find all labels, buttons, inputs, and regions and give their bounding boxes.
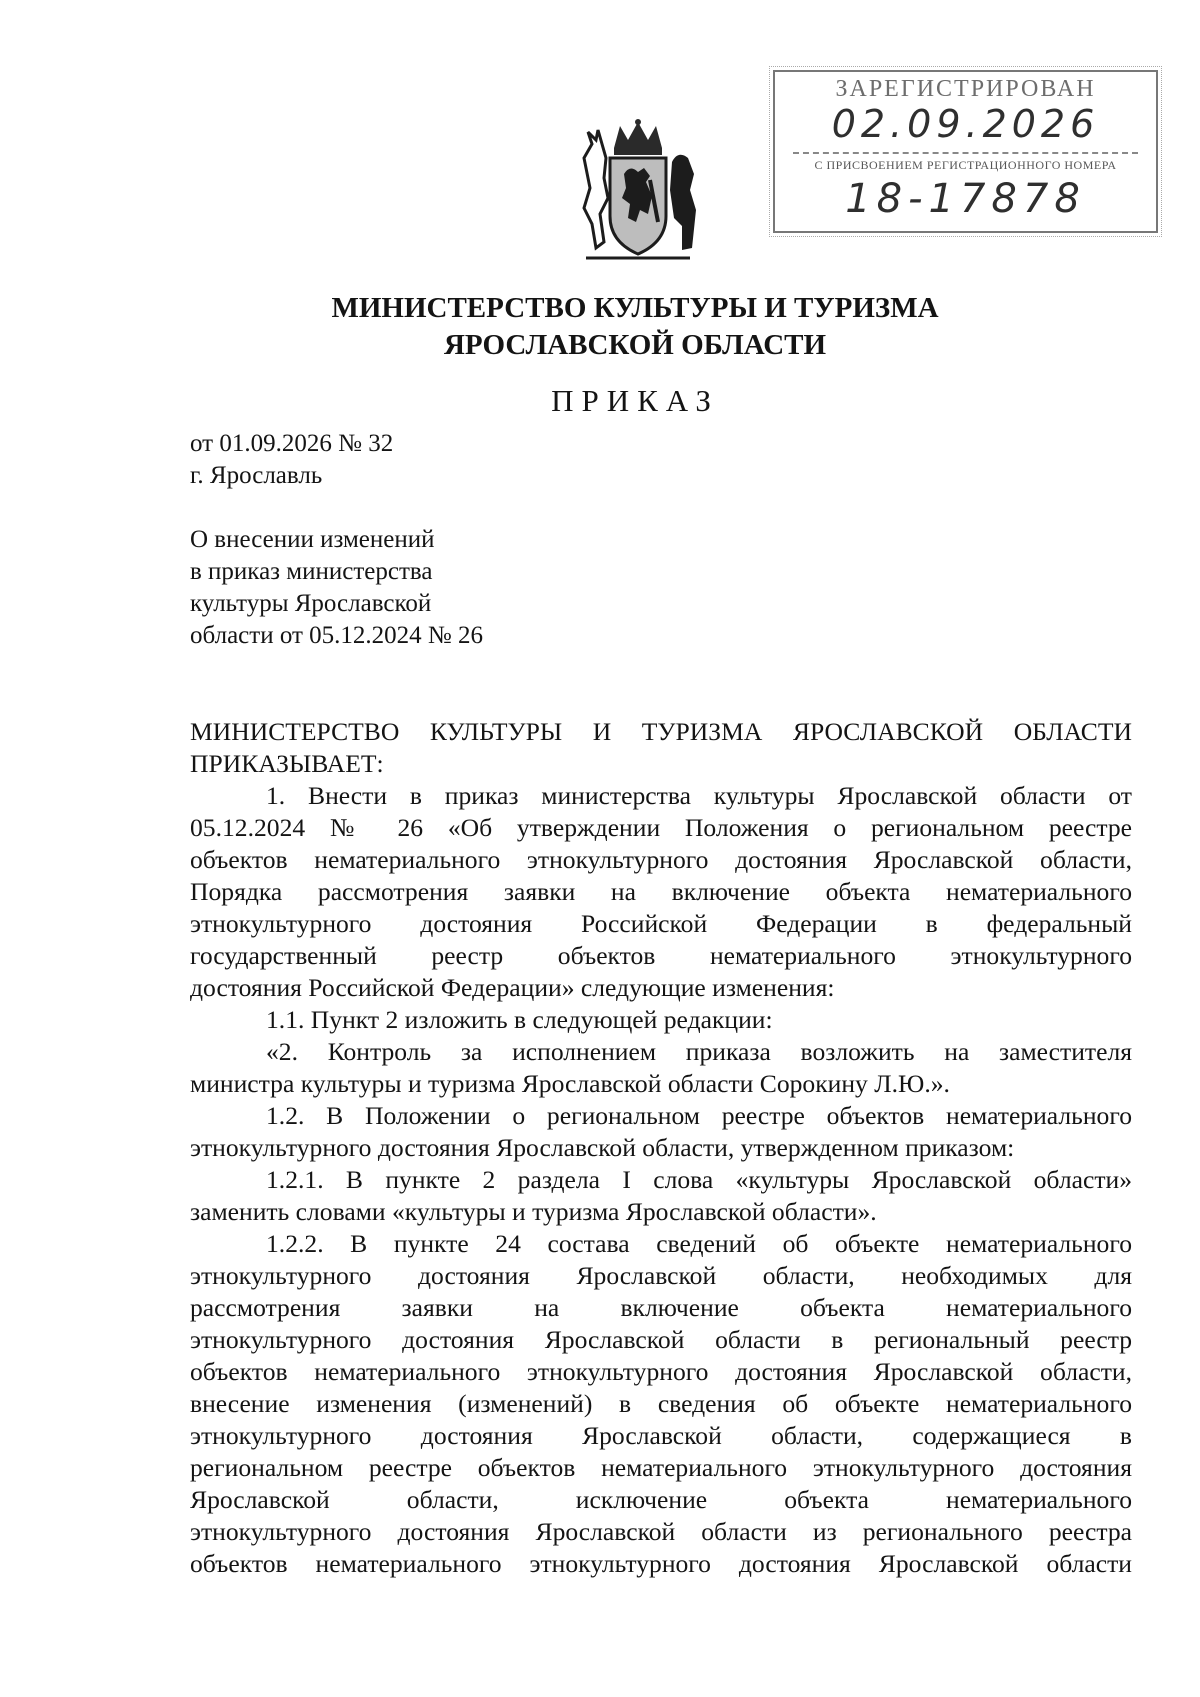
body-line: министра культуры и туризма Ярославской области Сорокину Л.Ю.». [190,1069,950,1098]
subject-line: области от 05.12.2024 № 26 [190,622,484,649]
body-line: региональном реестре объектов нематериального этнокультурного достояния [190,1453,1132,1482]
body-line: этнокультурного достояния Российской Федерации в федеральный [190,909,1132,938]
body-line: МИНИСТЕРСТВО КУЛЬТУРЫ И ТУРИЗМА ЯРОСЛАВСКОЙ ОБЛАСТИ [190,717,1132,746]
body-line: «2. Контроль за исполнением приказа возложить на заместителя [266,1037,1132,1066]
order-date-number: от 01.09.2026 № 32 [190,430,394,457]
body-line: 1.2.1. В пункте 2 раздела I слова «культуры Ярославской области» [266,1165,1132,1194]
subject-line: О внесении изменений [190,526,435,553]
coat-of-arms-icon [570,118,706,266]
stamp-date: 02.09.2026 [831,102,1100,146]
body-line: 05.12.2024 № 26 «Об утверждении Положения о региональном реестре [190,813,1132,842]
body-line: 1.1. Пункт 2 изложить в следующей редакции: [266,1005,773,1034]
body-line: этнокультурного достояния Ярославской области, утвержденном приказом: [190,1133,1015,1162]
body-line: объектов нематериального этнокультурного достояния Ярославской области, [190,845,1132,874]
body-line: Ярославской области, исключение объекта нематериального [190,1485,1132,1514]
body-line: этнокультурного достояния Ярославской области, необходимых для [190,1261,1132,1290]
stamp-caption: С ПРИСВОЕНИЕМ РЕГИСТРАЦИОННОГО НОМЕРА [814,158,1117,172]
order-city: г. Ярославль [190,462,323,489]
body-line: объектов нематериального этнокультурного достояния Ярославской области [190,1549,1132,1578]
body-line: этнокультурного достояния Ярославской области из регионального реестра [190,1517,1132,1546]
body-line: этнокультурного достояния Ярославской области, содержащиеся в [190,1421,1132,1450]
body-line: достояния Российской Федерации» следующие изменения: [190,973,835,1002]
body-line: 1.2. В Положении о региональном реестре объектов нематериального [266,1101,1132,1130]
order-title: ПРИКАЗ [551,383,719,418]
ministry-name-line-1: МИНИСТЕРСТВО КУЛЬТУРЫ И ТУРИЗМА [331,292,939,324]
stamp-divider [793,152,1138,154]
body-line: заменить словами «культуры и туризма Ярославской области». [190,1197,877,1226]
body-line: государственный реестр объектов нематериального этнокультурного [190,941,1132,970]
body-line: внесение изменения (изменений) в сведения об объекте нематериального [190,1389,1132,1418]
body-line: рассмотрения заявки на включение объекта нематериального [190,1293,1132,1322]
stamp-number: 18-17878 [845,176,1086,222]
subject-line: в приказ министерства [190,558,433,585]
body-line: 1. Внести в приказ министерства культуры Ярославской области от [266,781,1132,810]
body-line: объектов нематериального этнокультурного достояния Ярославской области, [190,1357,1132,1386]
body-line: этнокультурного достояния Ярославской области в региональный реестр [190,1325,1132,1354]
body-line: Порядка рассмотрения заявки на включение объекта нематериального [190,877,1132,906]
body-line: 1.2.2. В пункте 24 состава сведений об объекте нематериального [266,1229,1132,1258]
subject-line: культуры Ярославской [190,590,432,617]
stamp-title: ЗАРЕГИСТРИРОВАН [835,76,1096,102]
registration-stamp [773,70,1158,233]
ministry-name-line-2: ЯРОСЛАВСКОЙ ОБЛАСТИ [443,329,827,361]
body-line: ПРИКАЗЫВАЕТ: [190,749,384,778]
